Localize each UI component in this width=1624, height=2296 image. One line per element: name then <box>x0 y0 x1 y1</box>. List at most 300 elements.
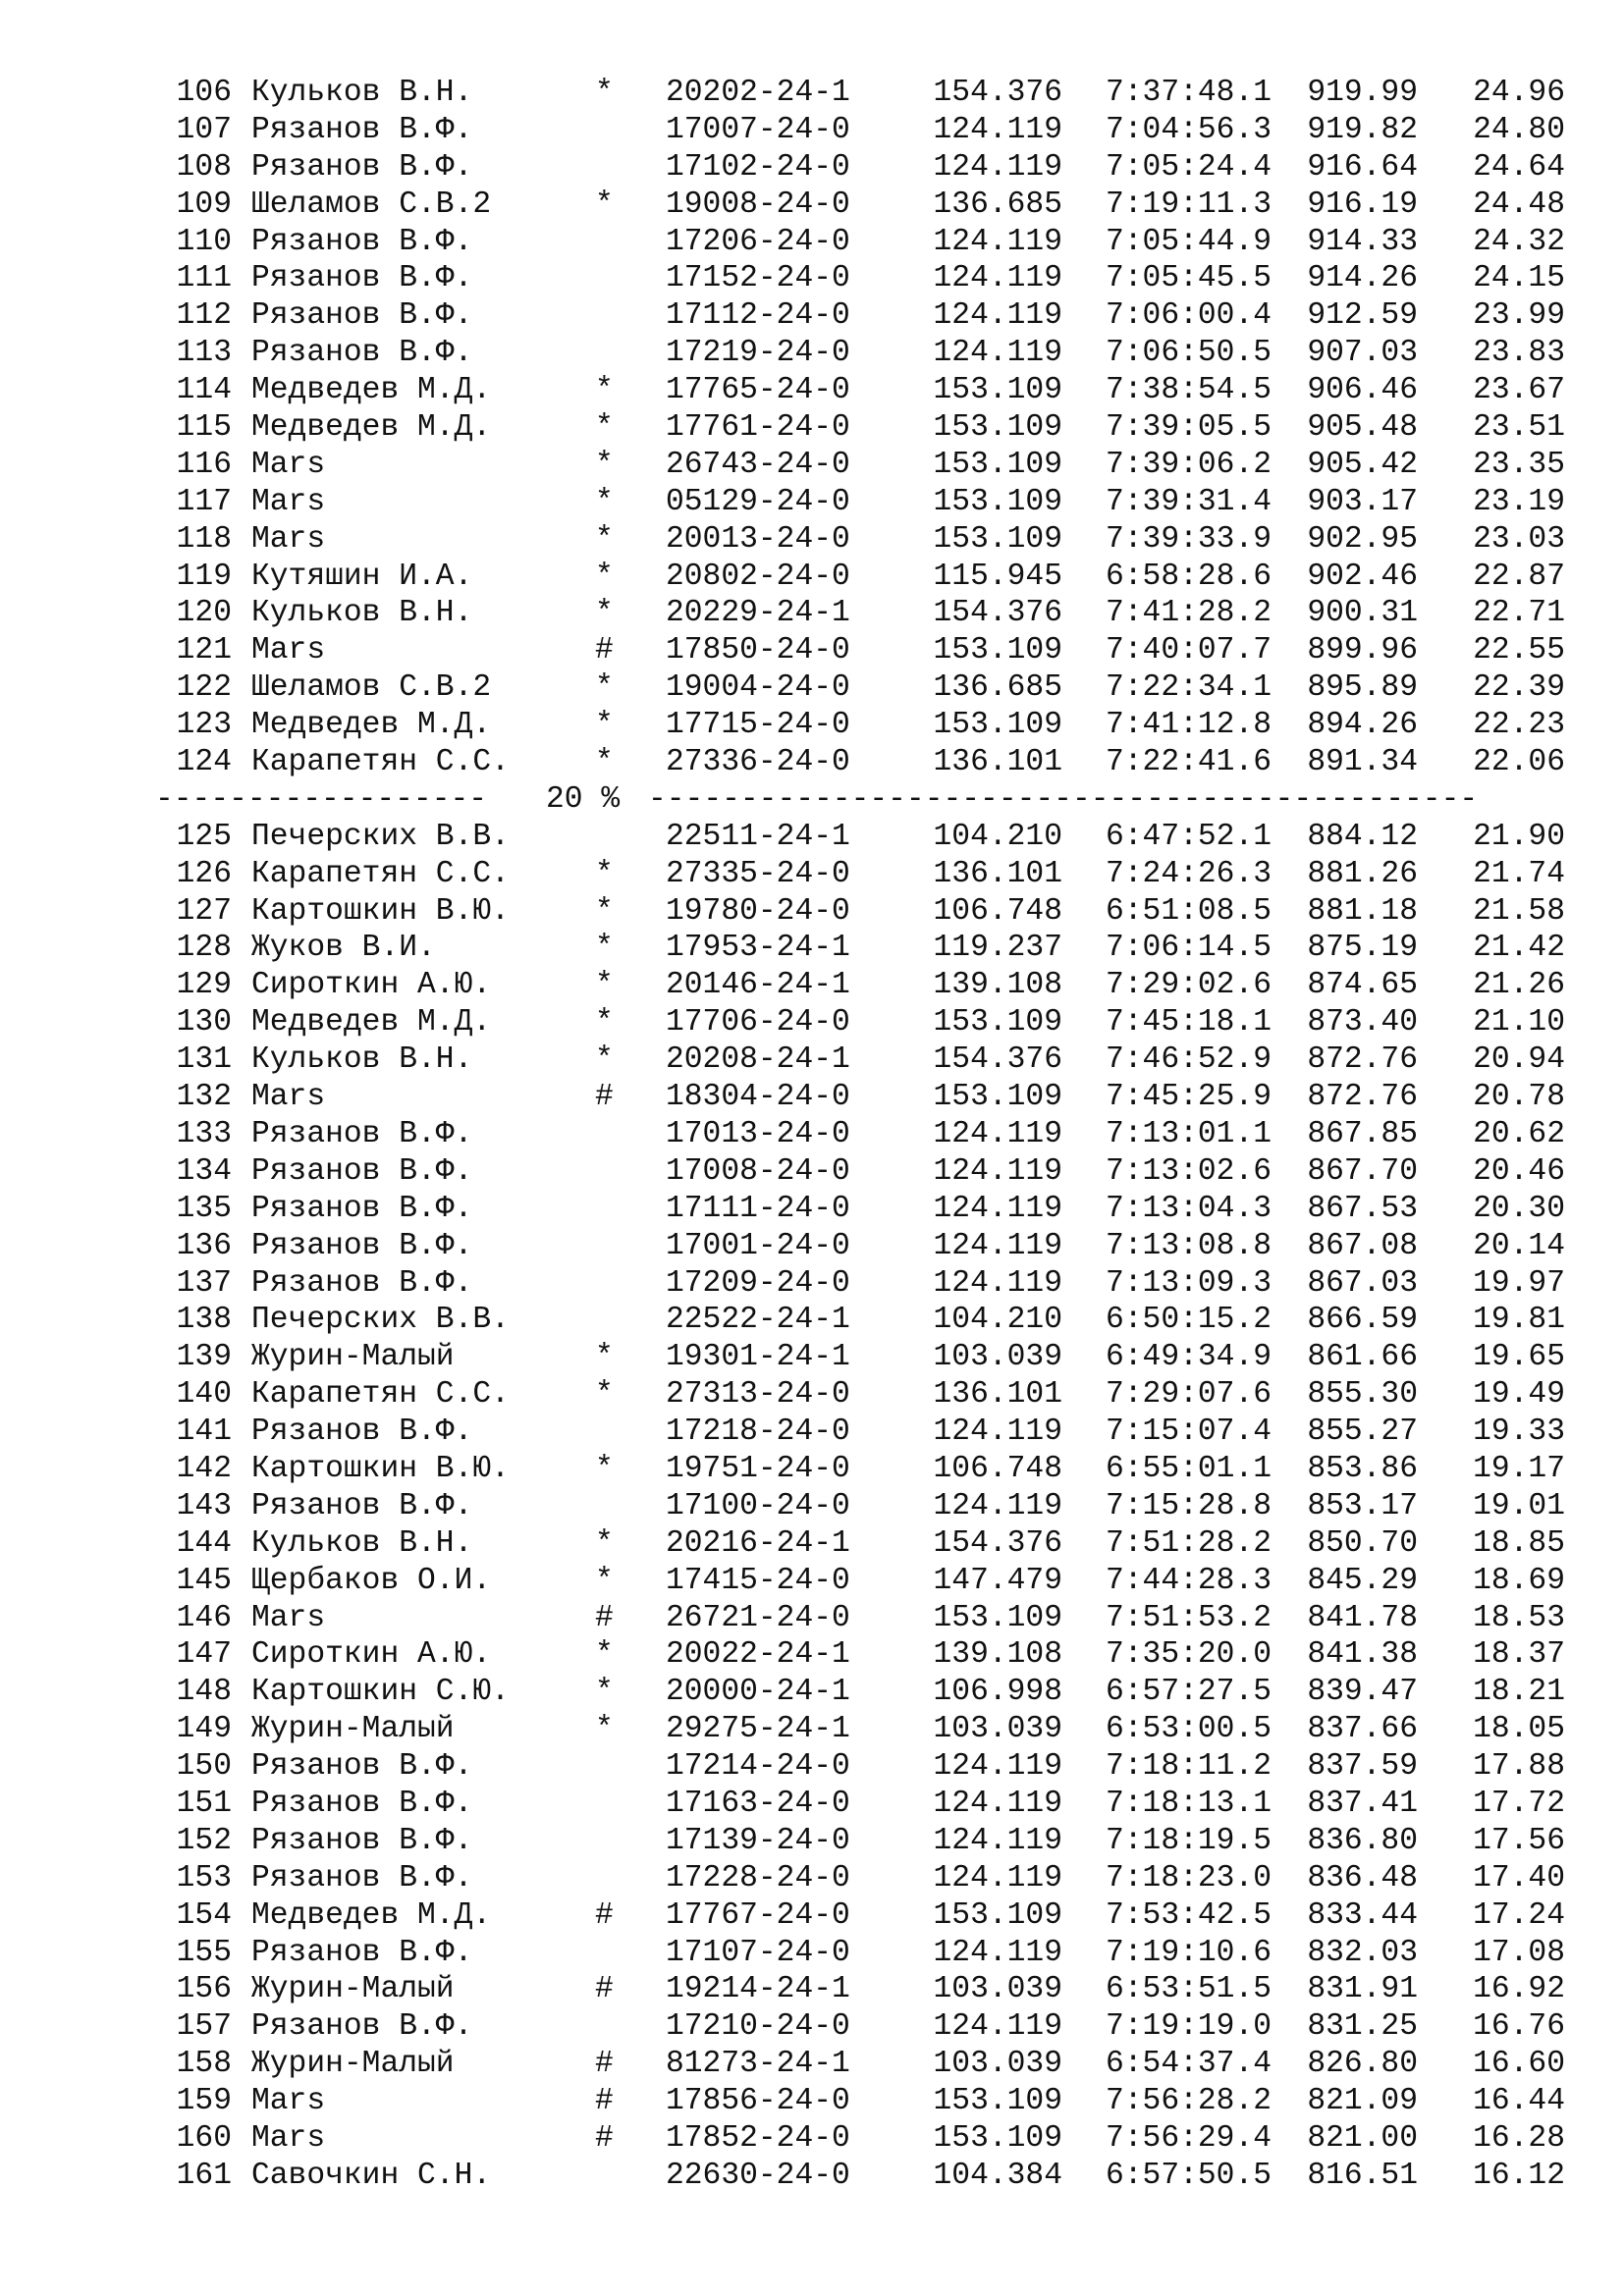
ring-cell: 17856-24-0 <box>666 2084 850 2119</box>
distance-cell: 124.119 <box>933 112 1062 147</box>
time-cell: 7:56:29.4 <box>1106 2120 1272 2156</box>
time-cell: 7:13:01.1 <box>1106 1116 1272 1151</box>
points-cell: 20.78 <box>1473 1080 1565 1115</box>
distance-cell: 153.109 <box>933 410 1062 446</box>
table-row <box>155 2008 1589 2046</box>
speed-cell: 884.12 <box>1307 819 1418 854</box>
name-cell: Кульков В.Н. <box>251 596 473 631</box>
time-cell: 7:39:31.4 <box>1106 484 1272 519</box>
speed-cell: 895.89 <box>1307 670 1418 706</box>
speed-cell: 831.25 <box>1307 2009 1418 2045</box>
points-cell: 17.24 <box>1473 1897 1565 1933</box>
time-cell: 6:51:08.5 <box>1106 893 1272 929</box>
points-cell: 21.74 <box>1473 856 1565 891</box>
speed-cell: 832.03 <box>1307 1935 1418 1970</box>
percent-separator <box>155 781 1589 819</box>
distance-cell: 124.119 <box>933 224 1062 259</box>
table-row <box>155 1823 1589 1860</box>
time-cell: 7:39:06.2 <box>1106 447 1272 482</box>
rank-cell: 135 <box>176 1191 232 1226</box>
points-cell: 23.03 <box>1473 521 1565 557</box>
speed-cell: 907.03 <box>1307 336 1418 371</box>
mark-cell: * <box>595 410 614 446</box>
rank-cell: 137 <box>176 1265 232 1301</box>
separator-dashes-left: ------------------ <box>155 781 488 817</box>
name-cell: Журин-Малый <box>251 2047 455 2082</box>
mark-cell: * <box>595 893 614 929</box>
points-cell: 18.53 <box>1473 1600 1565 1635</box>
name-cell: Кульков В.Н. <box>251 1525 473 1561</box>
name-cell: Рязанов В.Ф. <box>251 1935 473 1970</box>
name-cell: Mars <box>251 2120 326 2156</box>
ring-cell: 17761-24-0 <box>666 410 850 446</box>
ring-cell: 17218-24-0 <box>666 1415 850 1450</box>
distance-cell: 153.109 <box>933 447 1062 482</box>
speed-cell: 902.95 <box>1307 521 1418 557</box>
ring-cell: 17953-24-1 <box>666 931 850 966</box>
speed-cell: 874.65 <box>1307 968 1418 1003</box>
mark-cell: * <box>595 1675 614 1710</box>
rank-cell: 136 <box>176 1228 232 1263</box>
points-cell: 19.97 <box>1473 1265 1565 1301</box>
distance-cell: 124.119 <box>933 1488 1062 1523</box>
mark-cell: * <box>595 708 614 743</box>
ring-cell: 17107-24-0 <box>666 1935 850 1970</box>
rank-cell: 106 <box>176 76 232 110</box>
points-cell: 17.72 <box>1473 1786 1565 1821</box>
mark-cell: # <box>595 2047 614 2082</box>
points-cell: 17.40 <box>1473 1860 1565 1896</box>
mark-cell: * <box>595 856 614 891</box>
mark-cell: * <box>595 187 614 222</box>
rank-cell: 111 <box>176 261 232 296</box>
table-row <box>155 1525 1589 1563</box>
speed-cell: 845.29 <box>1307 1563 1418 1598</box>
time-cell: 7:40:07.7 <box>1106 633 1272 668</box>
name-cell: Рязанов В.Ф. <box>251 1265 473 1301</box>
mark-cell: * <box>595 76 614 110</box>
rank-cell: 150 <box>176 1749 232 1785</box>
points-cell: 23.51 <box>1473 410 1565 446</box>
points-cell: 17.56 <box>1473 1823 1565 1858</box>
points-cell: 18.85 <box>1473 1525 1565 1561</box>
time-cell: 7:19:10.6 <box>1106 1935 1272 1970</box>
distance-cell: 153.109 <box>933 708 1062 743</box>
time-cell: 7:13:02.6 <box>1106 1153 1272 1189</box>
time-cell: 7:15:28.8 <box>1106 1488 1272 1523</box>
points-cell: 16.76 <box>1473 2009 1565 2045</box>
ring-cell: 22630-24-0 <box>666 2158 850 2193</box>
ring-cell: 17139-24-0 <box>666 1823 850 1858</box>
time-cell: 7:35:20.0 <box>1106 1637 1272 1673</box>
ring-cell: 20802-24-0 <box>666 559 850 594</box>
time-cell: 6:58:28.6 <box>1106 559 1272 594</box>
distance-cell: 153.109 <box>933 2120 1062 2156</box>
ring-cell: 17209-24-0 <box>666 1265 850 1301</box>
table-row <box>155 559 1589 596</box>
mark-cell: # <box>595 1897 614 1933</box>
distance-cell: 119.237 <box>933 931 1062 966</box>
points-cell: 24.80 <box>1473 112 1565 147</box>
time-cell: 7:04:56.3 <box>1106 112 1272 147</box>
ring-cell: 22522-24-1 <box>666 1303 850 1338</box>
speed-cell: 841.38 <box>1307 1637 1418 1673</box>
name-cell: Карапетян С.С. <box>251 856 510 891</box>
speed-cell: 919.99 <box>1307 76 1418 110</box>
points-cell: 16.92 <box>1473 1972 1565 2007</box>
distance-cell: 124.119 <box>933 261 1062 296</box>
distance-cell: 124.119 <box>933 1749 1062 1785</box>
distance-cell: 106.748 <box>933 893 1062 929</box>
ring-cell: 29275-24-1 <box>666 1712 850 1747</box>
table-row <box>155 2158 1589 2195</box>
distance-cell: 124.119 <box>933 2009 1062 2045</box>
results-table-bottom <box>155 819 1589 2195</box>
rank-cell: 160 <box>176 2120 232 2156</box>
distance-cell: 154.376 <box>933 596 1062 631</box>
speed-cell: 855.27 <box>1307 1415 1418 1450</box>
table-row <box>155 1079 1589 1116</box>
distance-cell: 153.109 <box>933 484 1062 519</box>
mark-cell: * <box>595 1563 614 1598</box>
distance-cell: 153.109 <box>933 633 1062 668</box>
mark-cell: * <box>595 1340 614 1375</box>
table-row <box>155 1748 1589 1786</box>
mark-cell: # <box>595 1080 614 1115</box>
rank-cell: 126 <box>176 856 232 891</box>
ring-cell: 20208-24-1 <box>666 1042 850 1078</box>
points-cell: 21.42 <box>1473 931 1565 966</box>
points-cell: 20.14 <box>1473 1228 1565 1263</box>
distance-cell: 124.119 <box>933 149 1062 185</box>
table-row <box>155 1116 1589 1153</box>
name-cell: Рязанов В.Ф. <box>251 1153 473 1189</box>
points-cell: 19.49 <box>1473 1377 1565 1413</box>
table-row <box>155 521 1589 559</box>
speed-cell: 903.17 <box>1307 484 1418 519</box>
table-row <box>155 744 1589 781</box>
rank-cell: 130 <box>176 1005 232 1041</box>
distance-cell: 104.384 <box>933 2158 1062 2193</box>
table-row <box>155 1636 1589 1674</box>
time-cell: 7:45:25.9 <box>1106 1080 1272 1115</box>
results-table-top <box>155 75 1589 781</box>
ring-cell: 17706-24-0 <box>666 1005 850 1041</box>
rank-cell: 131 <box>176 1042 232 1078</box>
time-cell: 7:51:53.2 <box>1106 1600 1272 1635</box>
time-cell: 7:19:11.3 <box>1106 187 1272 222</box>
table-row <box>155 707 1589 744</box>
name-cell: Печерских В.В. <box>251 819 510 854</box>
speed-cell: 826.80 <box>1307 2047 1418 2082</box>
points-cell: 16.44 <box>1473 2084 1565 2119</box>
ring-cell: 17228-24-0 <box>666 1860 850 1896</box>
table-row <box>155 1935 1589 1972</box>
time-cell: 7:29:02.6 <box>1106 968 1272 1003</box>
speed-cell: 881.26 <box>1307 856 1418 891</box>
points-cell: 24.64 <box>1473 149 1565 185</box>
name-cell: Рязанов В.Ф. <box>251 1823 473 1858</box>
mark-cell: * <box>595 670 614 706</box>
table-row <box>155 1376 1589 1414</box>
speed-cell: 905.42 <box>1307 447 1418 482</box>
distance-cell: 124.119 <box>933 336 1062 371</box>
ring-cell: 22511-24-1 <box>666 819 850 854</box>
name-cell: Щербаков О.И. <box>251 1563 492 1598</box>
time-cell: 7:45:18.1 <box>1106 1005 1272 1041</box>
points-cell: 16.12 <box>1473 2158 1565 2193</box>
rank-cell: 156 <box>176 1972 232 2007</box>
rank-cell: 124 <box>176 745 232 780</box>
speed-cell: 867.85 <box>1307 1116 1418 1151</box>
speed-cell: 900.31 <box>1307 596 1418 631</box>
name-cell: Картошкин В.Ю. <box>251 1451 510 1486</box>
mark-cell: * <box>595 1005 614 1041</box>
table-row <box>155 1674 1589 1711</box>
points-cell: 24.48 <box>1473 187 1565 222</box>
mark-cell: * <box>595 1712 614 1747</box>
distance-cell: 153.109 <box>933 1897 1062 1933</box>
mark-cell: * <box>595 745 614 780</box>
points-cell: 23.99 <box>1473 298 1565 334</box>
points-cell: 19.01 <box>1473 1488 1565 1523</box>
speed-cell: 873.40 <box>1307 1005 1418 1041</box>
mark-cell: * <box>595 447 614 482</box>
name-cell: Медведев М.Д. <box>251 373 492 408</box>
rank-cell: 149 <box>176 1712 232 1747</box>
name-cell: Mars <box>251 1080 326 1115</box>
name-cell: Рязанов В.Ф. <box>251 1749 473 1785</box>
points-cell: 18.37 <box>1473 1637 1565 1673</box>
mark-cell: * <box>595 559 614 594</box>
distance-cell: 124.119 <box>933 1228 1062 1263</box>
speed-cell: 833.44 <box>1307 1897 1418 1933</box>
rank-cell: 133 <box>176 1116 232 1151</box>
time-cell: 7:15:07.4 <box>1106 1415 1272 1450</box>
points-cell: 22.23 <box>1473 708 1565 743</box>
rank-cell: 129 <box>176 968 232 1003</box>
rank-cell: 114 <box>176 373 232 408</box>
name-cell: Картошкин С.Ю. <box>251 1675 510 1710</box>
speed-cell: 914.26 <box>1307 261 1418 296</box>
speed-cell: 905.48 <box>1307 410 1418 446</box>
distance-cell: 103.039 <box>933 2047 1062 2082</box>
rank-cell: 151 <box>176 1786 232 1821</box>
speed-cell: 841.78 <box>1307 1600 1418 1635</box>
mark-cell: * <box>595 484 614 519</box>
name-cell: Картошкин В.Ю. <box>251 893 510 929</box>
mark-cell: * <box>595 521 614 557</box>
name-cell: Шеламов С.В.2 <box>251 187 492 222</box>
table-row <box>155 1451 1589 1488</box>
rank-cell: 109 <box>176 187 232 222</box>
name-cell: Рязанов В.Ф. <box>251 1488 473 1523</box>
distance-cell: 136.685 <box>933 187 1062 222</box>
table-row <box>155 595 1589 632</box>
table-row <box>155 856 1589 893</box>
ring-cell: 20216-24-1 <box>666 1525 850 1561</box>
rank-cell: 113 <box>176 336 232 371</box>
rank-cell: 116 <box>176 447 232 482</box>
speed-cell: 916.19 <box>1307 187 1418 222</box>
time-cell: 7:51:28.2 <box>1106 1525 1272 1561</box>
distance-cell: 124.119 <box>933 1153 1062 1189</box>
table-row <box>155 409 1589 447</box>
speed-cell: 866.59 <box>1307 1303 1418 1338</box>
speed-cell: 902.46 <box>1307 559 1418 594</box>
table-row <box>155 2083 1589 2120</box>
speed-cell: 881.18 <box>1307 893 1418 929</box>
name-cell: Печерских В.В. <box>251 1303 510 1338</box>
points-cell: 24.32 <box>1473 224 1565 259</box>
ring-cell: 05129-24-0 <box>666 484 850 519</box>
points-cell: 20.30 <box>1473 1191 1565 1226</box>
name-cell: Жуков В.И. <box>251 931 436 966</box>
points-cell: 20.94 <box>1473 1042 1565 1078</box>
speed-cell: 906.46 <box>1307 373 1418 408</box>
distance-cell: 103.039 <box>933 1340 1062 1375</box>
distance-cell: 124.119 <box>933 1935 1062 1970</box>
speed-cell: 867.08 <box>1307 1228 1418 1263</box>
name-cell: Кутяшин И.А. <box>251 559 473 594</box>
name-cell: Карапетян С.С. <box>251 1377 510 1413</box>
table-row <box>155 930 1589 967</box>
rank-cell: 154 <box>176 1897 232 1933</box>
ring-cell: 17415-24-0 <box>666 1563 850 1598</box>
name-cell: Карапетян С.С. <box>251 745 510 780</box>
time-cell: 7:38:54.5 <box>1106 373 1272 408</box>
name-cell: Рязанов В.Ф. <box>251 1860 473 1896</box>
ring-cell: 17852-24-0 <box>666 2120 850 2156</box>
distance-cell: 136.685 <box>933 670 1062 706</box>
time-cell: 7:41:28.2 <box>1106 596 1272 631</box>
name-cell: Сироткин А.Ю. <box>251 968 492 1003</box>
table-row <box>155 893 1589 931</box>
rank-cell: 121 <box>176 633 232 668</box>
rank-cell: 118 <box>176 521 232 557</box>
results-sheet <box>155 75 1589 2195</box>
table-row <box>155 1897 1589 1935</box>
table-row <box>155 447 1589 484</box>
table-row <box>155 1414 1589 1451</box>
table-row <box>155 819 1589 856</box>
rank-cell: 123 <box>176 708 232 743</box>
points-cell: 20.62 <box>1473 1116 1565 1151</box>
rank-cell: 153 <box>176 1860 232 1896</box>
points-cell: 17.88 <box>1473 1749 1565 1785</box>
ring-cell: 19214-24-1 <box>666 1972 850 2007</box>
ring-cell: 17219-24-0 <box>666 336 850 371</box>
name-cell: Рязанов В.Ф. <box>251 336 473 371</box>
speed-cell: 837.41 <box>1307 1786 1418 1821</box>
name-cell: Журин-Малый <box>251 1972 455 2007</box>
mark-cell: # <box>595 1972 614 2007</box>
ring-cell: 17206-24-0 <box>666 224 850 259</box>
time-cell: 7:06:50.5 <box>1106 336 1272 371</box>
time-cell: 7:22:41.6 <box>1106 745 1272 780</box>
time-cell: 7:06:00.4 <box>1106 298 1272 334</box>
table-row <box>155 1860 1589 1897</box>
points-cell: 19.81 <box>1473 1303 1565 1338</box>
distance-cell: 124.119 <box>933 1860 1062 1896</box>
separator-label: 20 % <box>546 781 621 817</box>
rank-cell: 157 <box>176 2009 232 2045</box>
time-cell: 7:44:28.3 <box>1106 1563 1272 1598</box>
time-cell: 6:47:52.1 <box>1106 819 1272 854</box>
mark-cell: # <box>595 2120 614 2156</box>
ring-cell: 17013-24-0 <box>666 1116 850 1151</box>
rank-cell: 141 <box>176 1415 232 1450</box>
ring-cell: 17214-24-0 <box>666 1749 850 1785</box>
time-cell: 7:18:13.1 <box>1106 1786 1272 1821</box>
points-cell: 22.39 <box>1473 670 1565 706</box>
distance-cell: 124.119 <box>933 298 1062 334</box>
time-cell: 7:18:11.2 <box>1106 1749 1272 1785</box>
distance-cell: 103.039 <box>933 1712 1062 1747</box>
time-cell: 6:53:00.5 <box>1106 1712 1272 1747</box>
name-cell: Медведев М.Д. <box>251 708 492 743</box>
mark-cell: * <box>595 1525 614 1561</box>
points-cell: 22.55 <box>1473 633 1565 668</box>
time-cell: 7:05:44.9 <box>1106 224 1272 259</box>
distance-cell: 106.748 <box>933 1451 1062 1486</box>
table-row <box>155 335 1589 372</box>
name-cell: Рязанов В.Ф. <box>251 1116 473 1151</box>
points-cell: 21.10 <box>1473 1005 1565 1041</box>
points-cell: 19.65 <box>1473 1340 1565 1375</box>
distance-cell: 153.109 <box>933 2084 1062 2119</box>
distance-cell: 124.119 <box>933 1116 1062 1151</box>
ring-cell: 81273-24-1 <box>666 2047 850 2082</box>
speed-cell: 914.33 <box>1307 224 1418 259</box>
speed-cell: 872.76 <box>1307 1080 1418 1115</box>
points-cell: 21.90 <box>1473 819 1565 854</box>
name-cell: Журин-Малый <box>251 1712 455 1747</box>
ring-cell: 19004-24-0 <box>666 670 850 706</box>
time-cell: 6:54:37.4 <box>1106 2047 1272 2082</box>
speed-cell: 855.30 <box>1307 1377 1418 1413</box>
ring-cell: 17112-24-0 <box>666 298 850 334</box>
time-cell: 7:18:19.5 <box>1106 1823 1272 1858</box>
distance-cell: 103.039 <box>933 1972 1062 2007</box>
time-cell: 7:13:04.3 <box>1106 1191 1272 1226</box>
speed-cell: 916.64 <box>1307 149 1418 185</box>
table-row <box>155 2120 1589 2158</box>
time-cell: 6:49:34.9 <box>1106 1340 1272 1375</box>
name-cell: Mars <box>251 1600 326 1635</box>
rank-cell: 120 <box>176 596 232 631</box>
ring-cell: 17100-24-0 <box>666 1488 850 1523</box>
rank-cell: 134 <box>176 1153 232 1189</box>
mark-cell: * <box>595 931 614 966</box>
name-cell: Рязанов В.Ф. <box>251 224 473 259</box>
separator-dashes-right: --------------------------------------------- <box>648 781 1479 817</box>
rank-cell: 140 <box>176 1377 232 1413</box>
rank-cell: 146 <box>176 1600 232 1635</box>
table-row <box>155 1191 1589 1228</box>
ring-cell: 17008-24-0 <box>666 1153 850 1189</box>
rank-cell: 152 <box>176 1823 232 1858</box>
time-cell: 7:46:52.9 <box>1106 1042 1272 1078</box>
table-row <box>155 1153 1589 1191</box>
ring-cell: 19301-24-1 <box>666 1340 850 1375</box>
speed-cell: 891.34 <box>1307 745 1418 780</box>
speed-cell: 821.09 <box>1307 2084 1418 2119</box>
table-row <box>155 1488 1589 1525</box>
ring-cell: 20202-24-1 <box>666 76 850 110</box>
rank-cell: 122 <box>176 670 232 706</box>
distance-cell: 147.479 <box>933 1563 1062 1598</box>
